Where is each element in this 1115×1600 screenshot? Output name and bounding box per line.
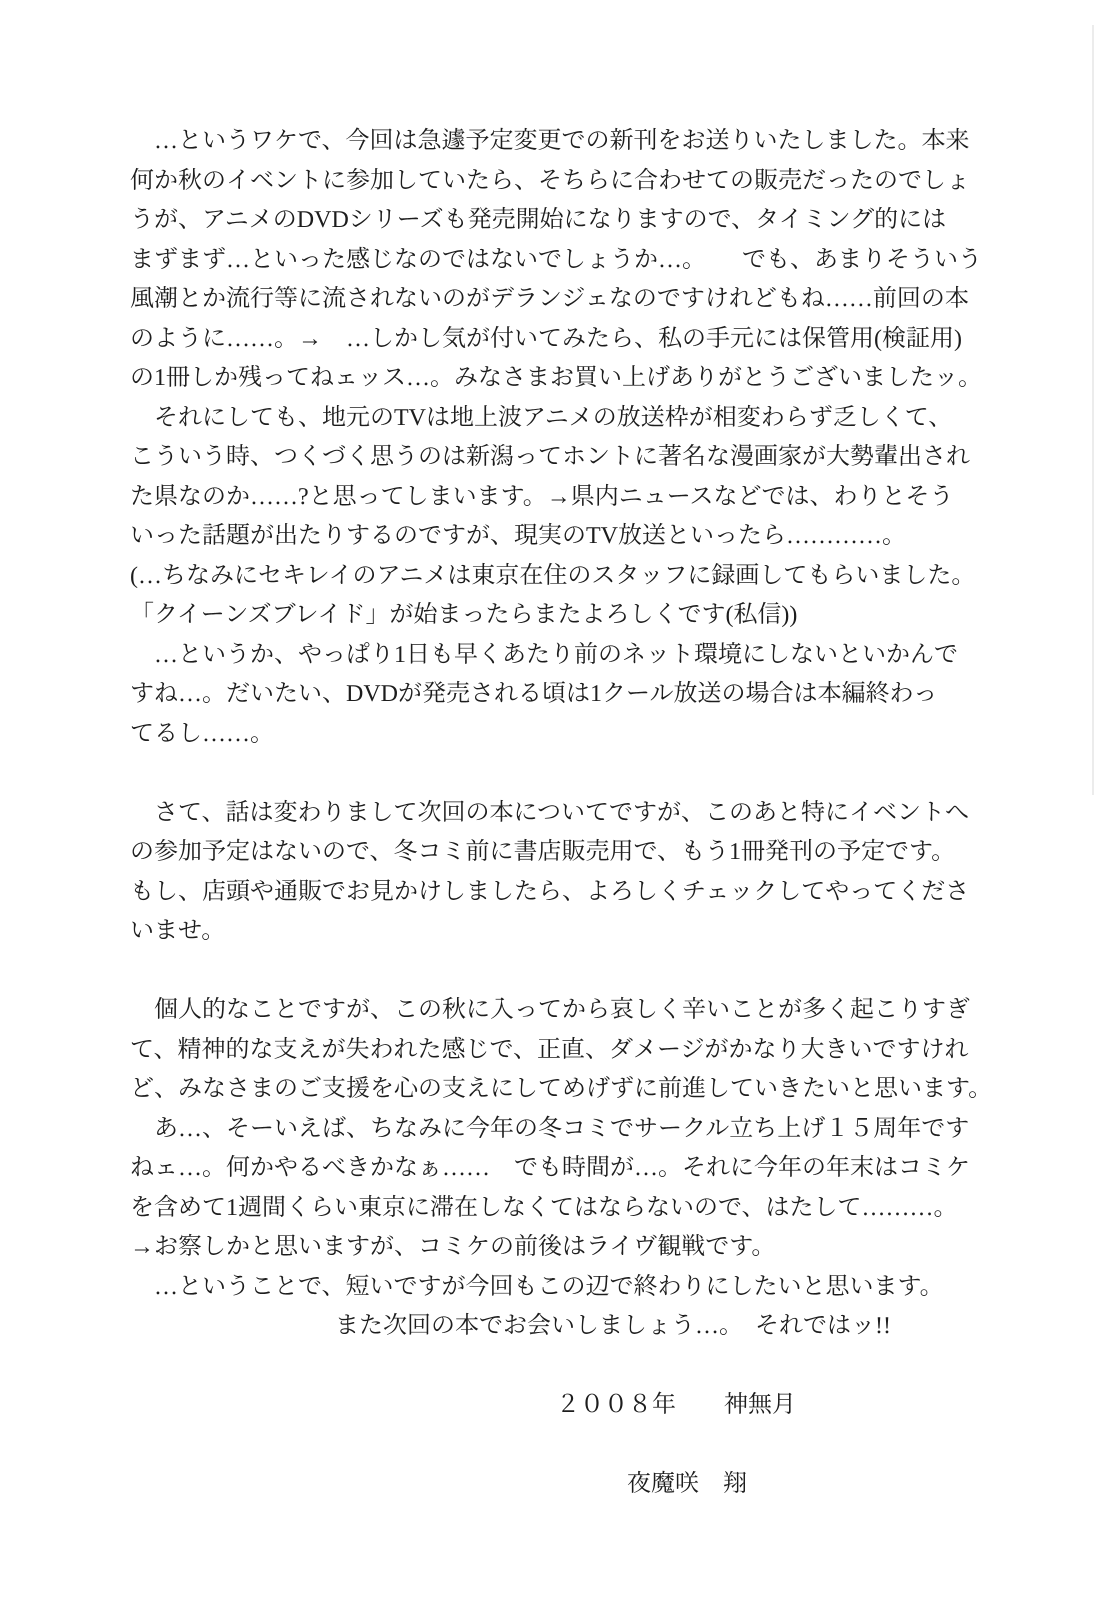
text-line: のように……。→ …しかし気が付いてみたら、私の手元には保管用(検証用): [130, 325, 962, 352]
text-line: まずまず…といった感じなのではないでしょうか…。 でも、あまりそういう: [130, 246, 982, 273]
text-line: ねェ…。何かやるべきかなぁ…… でも時間が…。それに今年の年末はコミケ: [130, 1155, 970, 1181]
text-line: の参加予定はないので、冬コミ前に書店販売用で、もう1冊発刊の予定です。: [130, 839, 956, 865]
text-line: すね…。だいたい、DVDが発売される頃は1クール放送の場合は本編終わっ: [130, 681, 938, 707]
text-line: を含めて1週間くらい東京に滞在しなくてはならないので、はたして………。: [130, 1194, 958, 1221]
afterword-text: [130, 122, 993, 1505]
scan-edge-artifact: [1092, 25, 1094, 795]
text-line: それにしても、地元のTVは地上波アニメの放送枠が相変わらず乏しくて、: [130, 404, 953, 431]
text-line: もし、店頭や通販でお見かけしましたら、よろしくチェックしてやってくださ: [130, 878, 970, 905]
text-line: …というワケで、今回は急遽予定変更での新刊をお送りいたしました。本来: [130, 128, 970, 154]
text-line: の1冊しか残ってねェッス…。みなさまお買い上げありがとうございましたッ。: [130, 365, 982, 391]
text-line: …ということで、短いですが今回もこの辺で終わりにしたいと思います。: [130, 1273, 944, 1300]
text-line: 個人的なことですが、この秋に入ってから哀しく辛いことが多く起こりすぎ: [130, 997, 970, 1023]
text-line: ど、みなさまのご支援を心の支えにしてめげずに前進していきたいと思います。: [130, 1076, 993, 1102]
text-line: うが、アニメのDVDシリーズも発売開始になりますので、タイミング的には: [130, 207, 947, 233]
text-line: (…ちなみにセキレイのアニメは東京在住のスタッフに録画してもらいました。: [130, 562, 976, 589]
text-line: こういう時、つくづく思うのは新潟ってホントに著名な漫画家が大勢輩出され: [130, 444, 970, 470]
text-line: て、精神的な支えが失われた感じで、正直、ダメージがかなり大きいですけれ: [130, 1036, 969, 1063]
text-line: →お察しかと思いますが、コミケの前後はライヴ観戦です。: [130, 1234, 776, 1260]
text-line: あ…、そーいえば、ちなみに今年の冬コミでサークル立ち上げ１５周年です: [130, 1115, 970, 1142]
text-line: さて、話は変わりまして次回の本についてですが、このあと特にイベントへ: [130, 799, 970, 826]
text-line: いった話題が出たりするのですが、現実のTV放送といったら…………。: [130, 523, 906, 549]
blank-line: [130, 1347, 986, 1387]
text-line: …というか、やっぱり1日も早くあたり前のネット環境にしないといかんで: [130, 641, 958, 668]
text-line: 風潮とか流行等に流されないのがデランジェなのですけれどもね……前回の本: [130, 286, 969, 312]
text-line: いませ。: [130, 918, 226, 944]
blank-line: [130, 952, 986, 992]
author-signature: 夜魔咲 翔: [627, 1471, 747, 1497]
text-line: た県なのか……?と思ってしまいます。→県内ニュースなどでは、わりとそう: [130, 483, 954, 510]
text-line: 何か秋のイベントに参加していたら、そちらに合わせての販売だったのでしょ: [130, 167, 970, 194]
text-line: 「クイーンズブレイド」が始まったらまたよろしくです(私信)): [130, 602, 798, 628]
date-line: ２００８年 神無月: [556, 1392, 796, 1418]
blank-line: [130, 754, 986, 794]
blank-line: [130, 1426, 986, 1466]
text-line: てるし……。: [130, 720, 274, 747]
text-line: また次回の本でお会いしましょう…。 それではッ!!: [335, 1313, 891, 1339]
